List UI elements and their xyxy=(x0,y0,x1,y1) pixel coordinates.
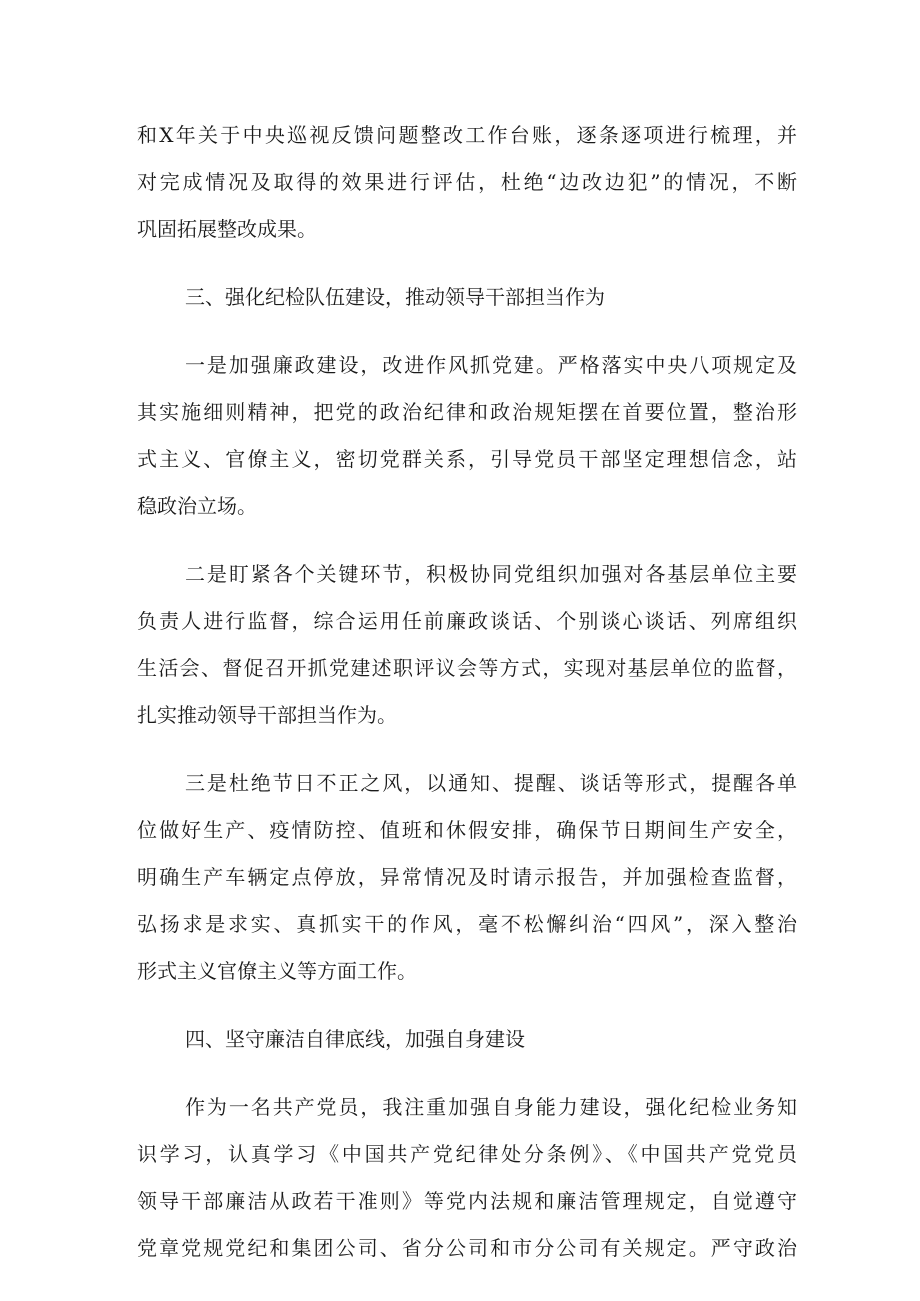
paragraph-line: 其实施细则精神，把党的政治纪律和政治规矩摆在首要位置，整治形 xyxy=(137,400,797,424)
paragraph-line: 对完成情况及取得的效果进行评估，杜绝“边改边犯”的情况，不断 xyxy=(137,170,797,194)
paragraph-line: 扎实推动领导干部担当作为。 xyxy=(137,703,397,727)
section-heading-4: 四、坚守廉洁自律底线，加强自身建设 xyxy=(185,1027,525,1051)
paragraph-line: 稳政治立场。 xyxy=(137,494,257,518)
paragraph-line: 生活会、督促召开抓党建述职评议会等方式，实现对基层单位的监督， xyxy=(137,656,797,680)
paragraph-line: 形式主义官僚主义等方面工作。 xyxy=(137,959,417,983)
paragraph-line: 明确生产车辆定点停放，异常情况及时请示报告，并加强检查监督， xyxy=(137,865,797,889)
paragraph-line: 式主义、官僚主义，密切党群关系，引导党员干部坚定理想信念，站 xyxy=(137,447,797,471)
paragraph-line: 一是加强廉政建设，改进作风抓党建。严格落实中央八项规定及 xyxy=(185,353,797,377)
paragraph-line: 三是杜绝节日不正之风，以通知、提醒、谈话等形式，提醒各单 xyxy=(185,771,797,795)
paragraph-line: 负责人进行监督，综合运用任前廉政谈话、个别谈心谈话、列席组织 xyxy=(137,609,797,633)
paragraph-line: 识学习，认真学习《中国共产党纪律处分条例》、《中国共产党党员 xyxy=(137,1142,797,1166)
document-body xyxy=(137,112,797,1272)
section-heading-3: 三、强化纪检队伍建设，推动领导干部担当作为 xyxy=(185,285,605,309)
paragraph-line: 和X年关于中央巡视反馈问题整改工作台账，逐条逐项进行梳理，并 xyxy=(137,123,797,147)
paragraph-line: 位做好生产、疫情防控、值班和休假安排，确保节日期间生产安全， xyxy=(137,818,797,842)
paragraph-line: 二是盯紧各个关键环节，积极协同党组织加强对各基层单位主要 xyxy=(185,562,797,586)
paragraph-line: 领导干部廉洁从政若干准则》等党内法规和廉洁管理规定，自觉遵守 xyxy=(137,1189,797,1213)
paragraph-line: 巩固拓展整改成果。 xyxy=(137,217,317,241)
paragraph-line: 党章党规党纪和集团公司、省分公司和市分公司有关规定。严守政治 xyxy=(137,1236,797,1260)
paragraph-line: 弘扬求是求实、真抓实干的作风，毫不松懈纠治“四风”，深入整治 xyxy=(137,912,797,936)
paragraph-line: 作为一名共产党员，我注重加强自身能力建设，强化纪检业务知 xyxy=(185,1095,797,1119)
